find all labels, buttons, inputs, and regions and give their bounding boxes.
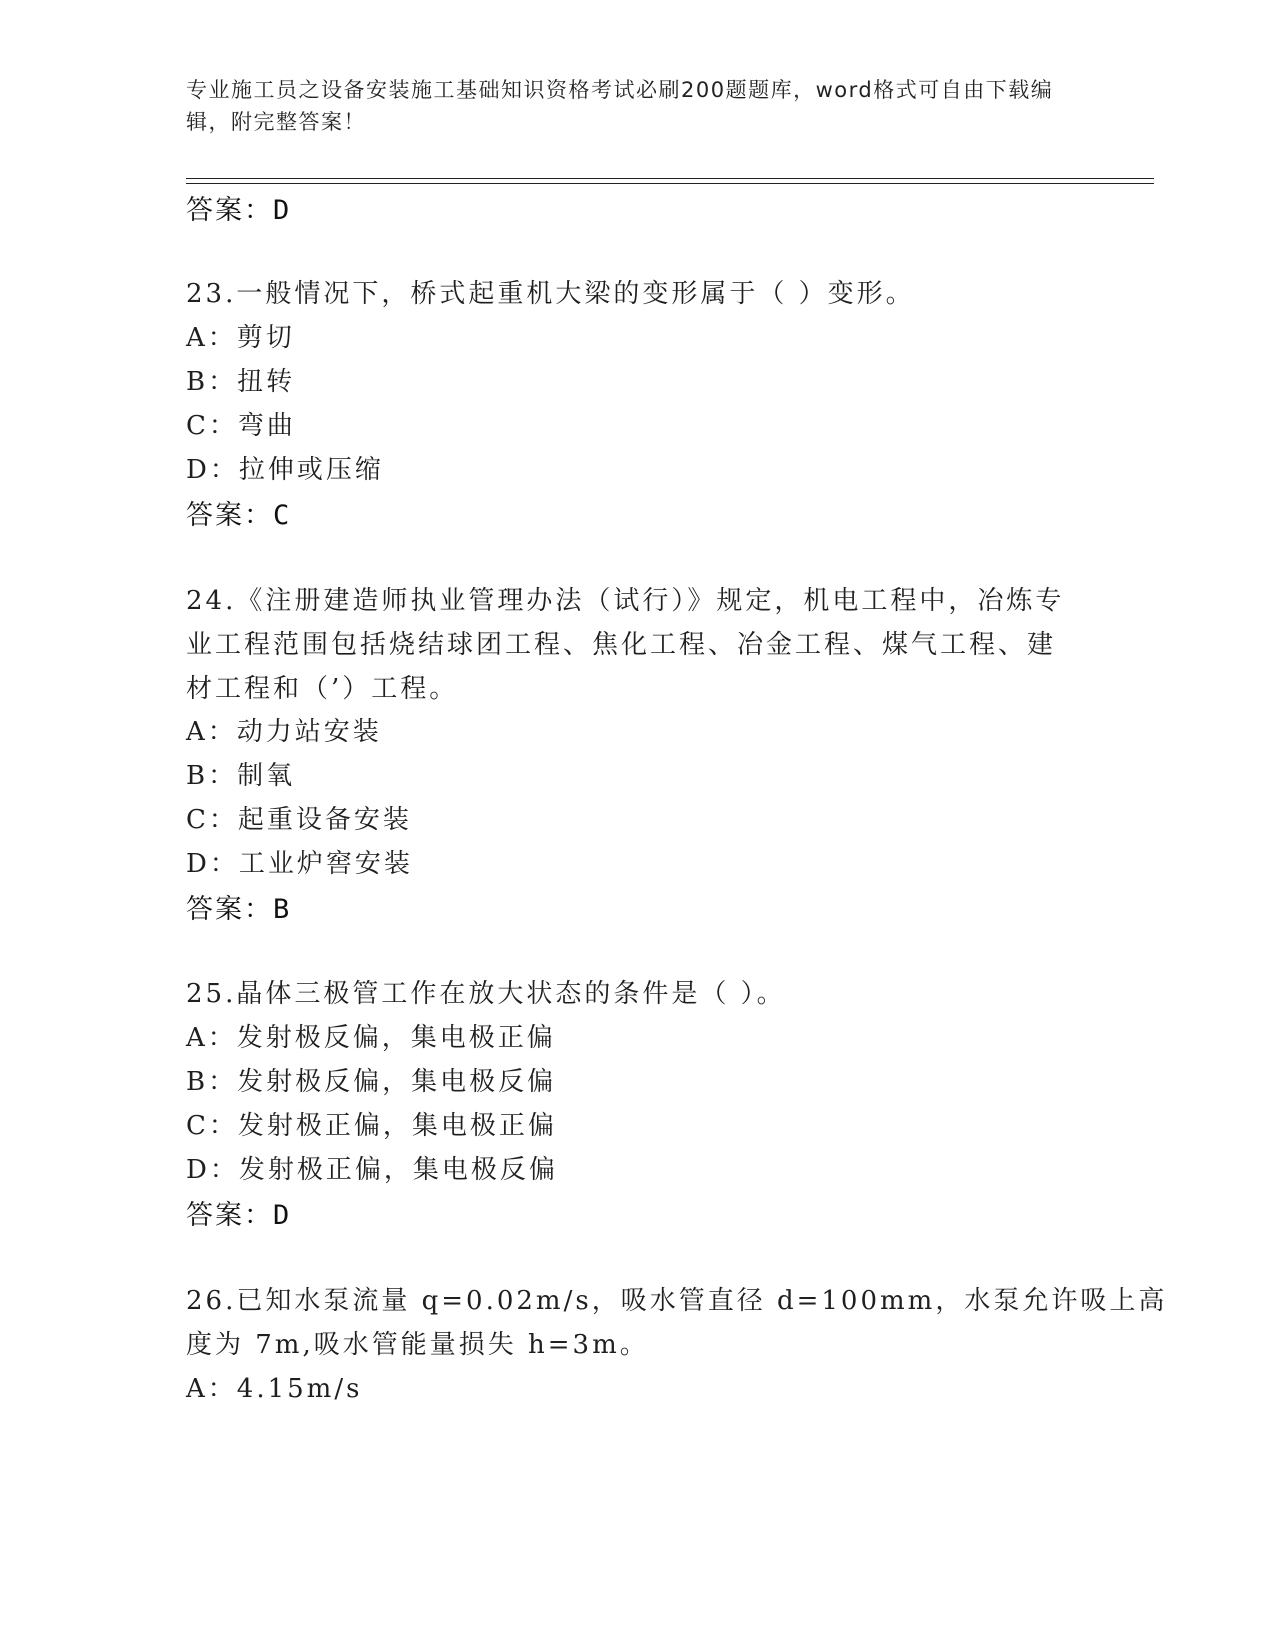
question-23-option-d: D：拉伸或压缩 xyxy=(186,455,384,485)
question-23-stem: 23.一般情况下，桥式起重机大梁的变形属于（ ）变形。 xyxy=(186,279,915,309)
question-24-option-b: B：制氧 xyxy=(186,761,296,791)
question-26-stem-line-2: 度为 7m,吸水管能量损失 h=3m。 xyxy=(186,1330,649,1360)
answer-value: B xyxy=(273,894,292,925)
question-24-stem-line-2: 业工程范围包括烧结球团工程、焦化工程、冶金工程、煤气工程、建 xyxy=(186,630,1057,660)
question-25-option-d: D：发射极正偏，集电极反偏 xyxy=(186,1155,558,1185)
answer-line xyxy=(186,188,291,227)
answer-value: D xyxy=(273,1200,292,1231)
answer-line xyxy=(186,887,291,926)
answer-value: D xyxy=(273,195,292,226)
question-25-option-c: C：发射极正偏，集电极正偏 xyxy=(186,1111,557,1141)
header-divider-top xyxy=(186,178,1154,179)
question-26-stem-line-1: 26.已知水泵流量 q=0.02m/s，吸水管直径 d=100mm，水泵允许吸上高 xyxy=(186,1286,1168,1316)
answer-label: 答案： xyxy=(186,1200,273,1231)
document-header: 专业施工员之设备安装施工基础知识资格考试必刷200题题库，word格式可自由下载编辑，附完整答案！ xyxy=(186,78,1054,134)
question-24-stem-line-3: 材工程和（’）工程。 xyxy=(186,674,459,704)
answer-value: C xyxy=(273,500,292,531)
answer-label: 答案： xyxy=(186,195,273,226)
question-23-option-c: C：弯曲 xyxy=(186,411,296,441)
question-24-option-d: D：工业炉窖安装 xyxy=(186,849,413,879)
question-26-option-a: A：4.15m/s xyxy=(186,1374,363,1404)
answer-label: 答案： xyxy=(186,500,273,531)
question-24-option-c: C：起重设备安装 xyxy=(186,805,412,835)
question-24-stem-line-1: 24.《注册建造师执业管理办法（试行）》规定，机电工程中，冶炼专 xyxy=(186,586,1065,616)
question-24-option-a: A：动力站安装 xyxy=(186,717,382,747)
answer-label: 答案： xyxy=(186,894,273,925)
question-25-option-b: B：发射极反偏，集电极反偏 xyxy=(186,1067,557,1097)
answer-line xyxy=(186,493,291,532)
question-25-option-a: A：发射极反偏，集电极正偏 xyxy=(186,1023,556,1053)
answer-line xyxy=(186,1193,291,1232)
question-23-option-a: A：剪切 xyxy=(186,323,295,353)
header-divider-bottom xyxy=(186,183,1154,184)
question-23-option-b: B：扭转 xyxy=(186,367,296,397)
question-25-stem: 25.晶体三极管工作在放大状态的条件是（ ）。 xyxy=(186,979,786,1009)
